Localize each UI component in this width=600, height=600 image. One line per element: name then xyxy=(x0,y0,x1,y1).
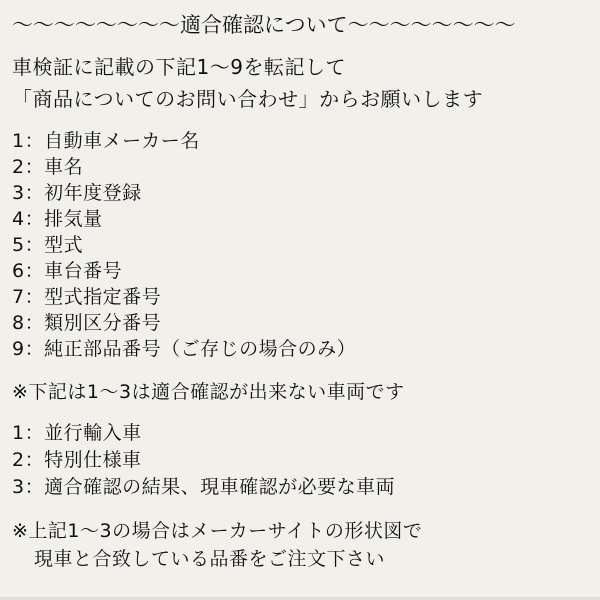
list-item: 7：型式指定番号 xyxy=(12,286,162,308)
list-item: 8：類別区分番号 xyxy=(12,312,162,334)
intro-line-2: 「商品についてのお問い合わせ」からお願いします xyxy=(12,87,484,111)
required-items-list xyxy=(12,128,588,362)
list-item: 6：車台番号 xyxy=(12,260,123,282)
footer-line-1: ※上記1〜3の場合はメーカーサイトの形状図で xyxy=(12,520,423,542)
list-item: 3：初年度登録 xyxy=(12,182,142,204)
intro-paragraph xyxy=(12,52,588,114)
list-item: 1：並行輸入車 xyxy=(12,422,142,444)
page-title: 〜〜〜〜〜〜〜〜適合確認について〜〜〜〜〜〜〜〜 xyxy=(12,13,516,37)
list-item: 1：自動車メーカー名 xyxy=(12,130,200,152)
footer-line-2: 現車と合致している品番をご注文下さい xyxy=(34,548,386,570)
list-item: 4：排気量 xyxy=(12,208,103,230)
list-item: 5：型式 xyxy=(12,234,84,256)
footer-note xyxy=(12,517,588,573)
list-item: 2：特別仕様車 xyxy=(12,449,142,471)
exception-note: ※下記は1〜3は適合確認が出来ない車両です xyxy=(12,381,405,403)
exception-items-list xyxy=(12,420,588,501)
intro-line-1: 車検証に記載の下記1〜9を転記して xyxy=(12,55,346,79)
list-item: 2：車名 xyxy=(12,156,84,178)
list-item: 9：純正部品番号（ご存じの場合のみ） xyxy=(12,338,357,360)
list-item: 3：適合確認の結果、現車確認が必要な車両 xyxy=(12,476,396,498)
